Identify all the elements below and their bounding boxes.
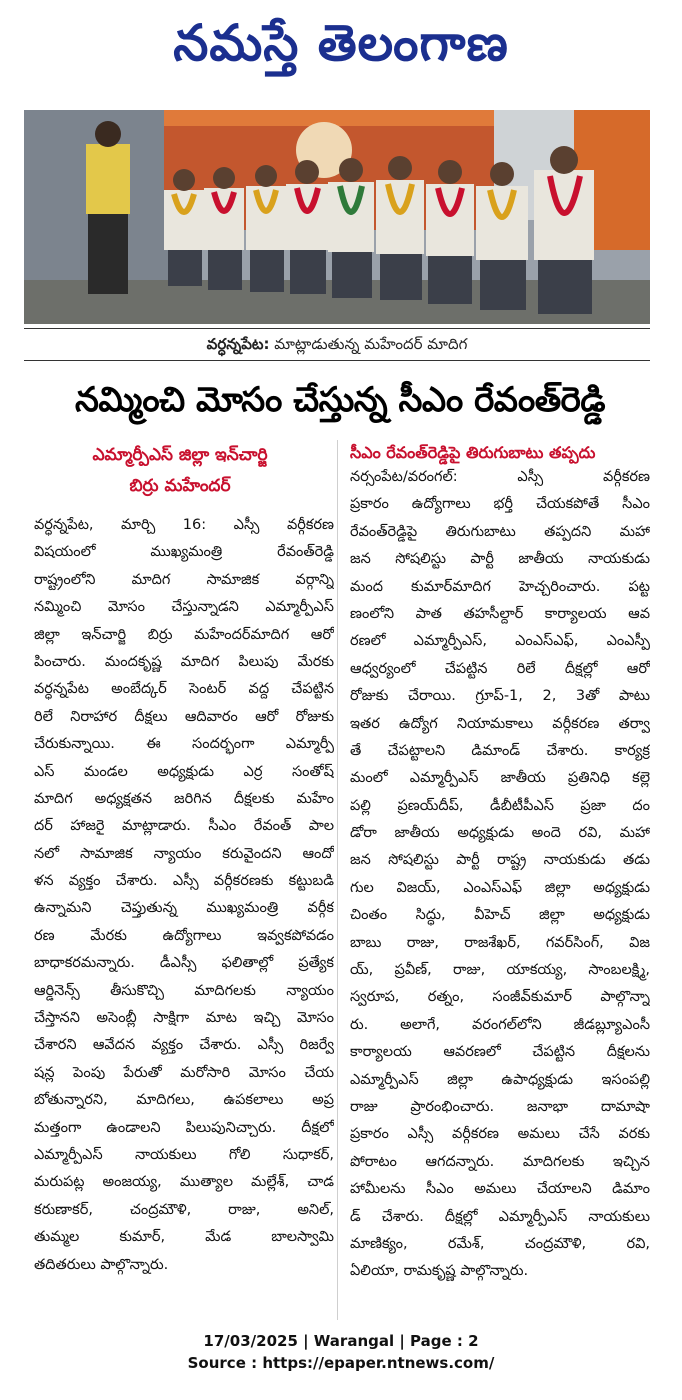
caption-bottom-rule: [24, 360, 650, 361]
article-line: మంలో ఎమ్మార్పీఎస్ జాతీయ ప్రతినిధి కల్లె: [350, 770, 650, 787]
article-line: మత్తంగా ఉండాలని పిలుపునిచ్చారు. దీక్షలో: [34, 1119, 334, 1136]
article-line: విషయంలో ముఖ్యమంత్రి రేవంత్‌రెడ్డి: [34, 544, 334, 561]
news-photo: [24, 110, 650, 324]
right-column: [350, 464, 650, 1286]
left-column: [34, 512, 334, 1279]
article-line: రు. అలాగే, వరంగల్‌లోని జీడబ్ల్యూఎంసీ: [350, 1016, 650, 1033]
article-line: జన సోషలిస్టు పార్టీ జాతీయ నాయకుడు: [350, 551, 650, 568]
article-line: ఉన్నామని చెప్తుతున్న ముఖ్యమంత్రి వర్గీక: [34, 900, 334, 917]
article-line: రాజు ప్రారంభించారు. జనాభా దామాషా: [350, 1098, 650, 1115]
article-line: కరుణాకర్, చంద్రమౌళి, రాజు, అనిల్,: [34, 1201, 334, 1218]
article-line: పోరాటం ఆగదన్నారు. మాదిగలకు ఇచ్చిన: [350, 1153, 650, 1170]
article-line: ప్రకారం ఎస్సీ వర్గీకరణ అమలు చేసే వరకు: [350, 1126, 650, 1143]
article-headline: నమ్మించి మోసం చేస్తున్న సీఎం రేవంత్‌రెడ్డి: [75, 380, 605, 420]
article-line: బోతున్నారని, మాదిగలు, ఉపకలాలు అప్ర: [34, 1092, 334, 1109]
article-line: కార్యాలయ ఆవరణలో చేపట్టిన దీక్షలను: [350, 1044, 650, 1061]
footer-source: Source : https://epaper.ntnews.com/: [187, 1354, 495, 1372]
article-line: తే చేపట్టాలని డిమాండ్ చేశారు. కార్యక్ర: [350, 742, 650, 759]
article-line: య్, ప్రవీణ్, రాజు, యాకయ్య, సాంబలక్ష్మి,: [350, 962, 650, 979]
article-line: బాబు రాజు, రాజశేఖర్, గవర్‌సింగ్, విజ: [350, 934, 650, 951]
article-line: చేరుకున్నాయి. ఈ సందర్భంగా ఎమ్మార్పీ: [34, 736, 334, 753]
caption-place: వర్ధన్నపేట:: [206, 335, 270, 353]
article-line: తుమ్మల కుమార్, మేడ బాలస్వామి: [34, 1229, 334, 1246]
article-line: రణలో ఎమ్మార్పీఎస్, ఎంఎస్‌ఎఫ్, ఎంఎస్పీ: [350, 633, 650, 650]
article-line: రోజుకు చేరాయి. గ్రూప్-1, 2, 3తో పాటు: [350, 688, 650, 705]
article-line: హామీలను సీఎం అమలు చేయాలని డిమాం: [350, 1181, 650, 1198]
article-line: తదితరులు పాల్గొన్నారు.: [34, 1256, 169, 1273]
article-byline: [30, 440, 330, 502]
article-line: రేవంత్‌రెడ్డిపై తిరుగుబాటు తప్పదని మహా: [350, 523, 650, 540]
newspaper-masthead: నమస్తే తెలంగాణ: [173, 13, 509, 72]
article-line: నర్సంపేట/వరంగల్: ఎస్సీ వర్గీకరణ: [350, 469, 650, 485]
article-line: స్వరూప, రత్నం, సంజీవ్‌కుమార్ పాల్గొన్నా: [350, 989, 650, 1006]
article-line: రాష్ట్రంలోని మాదిగ సామాజిక వర్గాన్ని: [34, 571, 334, 588]
article-line: పల్లి ప్రణయ్‌దీప్, డీబీటీపీఎస్ ప్రజా దం: [350, 797, 650, 814]
article-line: చేస్తానని అసెంబ్లీ సాక్షిగా మాట ఇచ్చి మోసం: [34, 1010, 334, 1027]
article-line: మాణిక్యం, రమేశ్, చంద్రమౌళి, రవి,: [350, 1235, 650, 1252]
article-line: ఎస్ మండల అధ్యక్షుడు ఎర్ర సంతోష్: [34, 763, 334, 780]
page-footer: [0, 1330, 682, 1374]
article-line: డ్ చేశారు. దీక్షల్లో ఎమ్మార్పీఎస్ నాయకులు: [350, 1208, 650, 1225]
caption-text: మాట్లాడుతున్న మహేందర్ మాదిగ: [274, 335, 468, 353]
article-line: ఆర్డినెన్స్ తీసుకొచ్చి మాదిగలకు న్యాయం: [34, 982, 334, 999]
article-line: ణంలోని పాత తహసీల్దార్ కార్యాలయ ఆవ: [350, 605, 650, 622]
article-line: బాధాకరమన్నారు. డీఎస్సీ ఫలితాల్లో ప్రత్యేక: [34, 955, 334, 972]
byline-line-2: బిర్రు మహేందర్: [129, 476, 231, 496]
article-line: మాదిగ అధ్యక్షతన జరిగిన దీక్షలకు మహేం: [34, 790, 334, 807]
article-line: చేశారని ఆవేదన వ్యక్తం చేశారు. ఎస్సీ రిజర్వే: [34, 1037, 334, 1054]
article-line: మంద కుమార్‌మాదిగ హెచ్చరించారు. పట్ట: [350, 578, 650, 595]
column-divider: [337, 440, 338, 1320]
article-line: జిల్లా ఇన్‌చార్జి బిర్రు మహేందర్‌మాదిగ ఆరో: [34, 626, 334, 643]
article-line: మరుపట్ల అంజయ్య, ముత్యాల మల్లేశ్, చాడ: [34, 1174, 334, 1191]
article-line: ఎమ్మార్పీఎస్ నాయకులు గోలి సుధాకర్,: [34, 1146, 334, 1163]
article-line: ఆధ్వర్యంలో చేపట్టిన రిలే దీక్షల్లో ఆరో: [350, 660, 650, 677]
article-line: నలో సామాజిక న్యాయం కరువైందని ఆందో: [34, 845, 334, 862]
article-line: ళన వ్యక్తం చేశారు. ఎస్సీ వర్గీకరణకు కట్టుబడి: [34, 873, 334, 890]
article-line: పించారు. మందకృష్ణ మాదిగ పిలుపు మేరకు: [34, 653, 334, 670]
photo-caption: [24, 328, 650, 360]
article-line: రిలే నిరాహార దీక్షలు ఆదివారం ఆరో రోజుకు: [34, 708, 334, 725]
caption-top-rule: [24, 328, 650, 329]
article-line: రణ మేరకు ఉద్యోగాలు ఇవ్వకపోవడం: [34, 927, 334, 944]
article-subhead: సీఎం రేవంత్‌రెడ్డిపై తిరుగుబాటు తప్పదు: [350, 443, 596, 462]
article-line: ఎమ్మార్పీఎస్ జిల్లా ఉపాధ్యక్షుడు ఇసంపల్లి: [350, 1071, 650, 1088]
article-line: నమ్మించి మోసం చేస్తున్నాడని ఎమ్మార్పీఎస్: [34, 599, 334, 616]
article-line: వర్ధన్నపేట అంబేద్కర్ సెంటర్ వద్ద చేపట్టిన: [34, 681, 334, 698]
footer-date-edition: 17/03/2025 | Warangal | Page : 2: [203, 1332, 479, 1350]
article-line: ఏలియా, రామకృష్ణ పాల్గొన్నారు.: [350, 1263, 529, 1280]
article-line: డోరా జాతీయ అధ్యక్షుడు అందె రవి, మహా: [350, 825, 650, 842]
article-line: ప్రకారం ఉద్యోగాలు భర్తీ చేయకపోతే సీఎం: [350, 496, 650, 513]
article-line: చింతం సిద్ధు, వీహెచ్ జిల్లా అధ్యక్షుడు: [350, 907, 650, 924]
article-line: దర్ హాజరై మాట్లాడారు. సీఎం రేవంత్ పాల: [34, 818, 334, 835]
byline-line-1: ఎమ్మార్పీఎస్ జిల్లా ఇన్‌చార్జి: [92, 445, 268, 465]
article-line: గుల విజయ్, ఎంఎస్‌ఎఫ్ జిల్లా అధ్యక్షుడు: [350, 879, 650, 896]
article-line: షన్ల పెంపు పేరుతో మరోసారి మోసం చేయ: [34, 1064, 334, 1081]
article-line: జన సోషలిస్టు పార్టీ రాష్ట్ర నాయకుడు తడు: [350, 852, 650, 869]
article-line: ఇతర ఉద్యోగ నియామకాలు వర్గీకరణ తర్వా: [350, 715, 650, 732]
article-line: వర్ధన్నపేట, మార్చి 16: ఎస్సీ వర్గీకరణ: [34, 517, 334, 533]
